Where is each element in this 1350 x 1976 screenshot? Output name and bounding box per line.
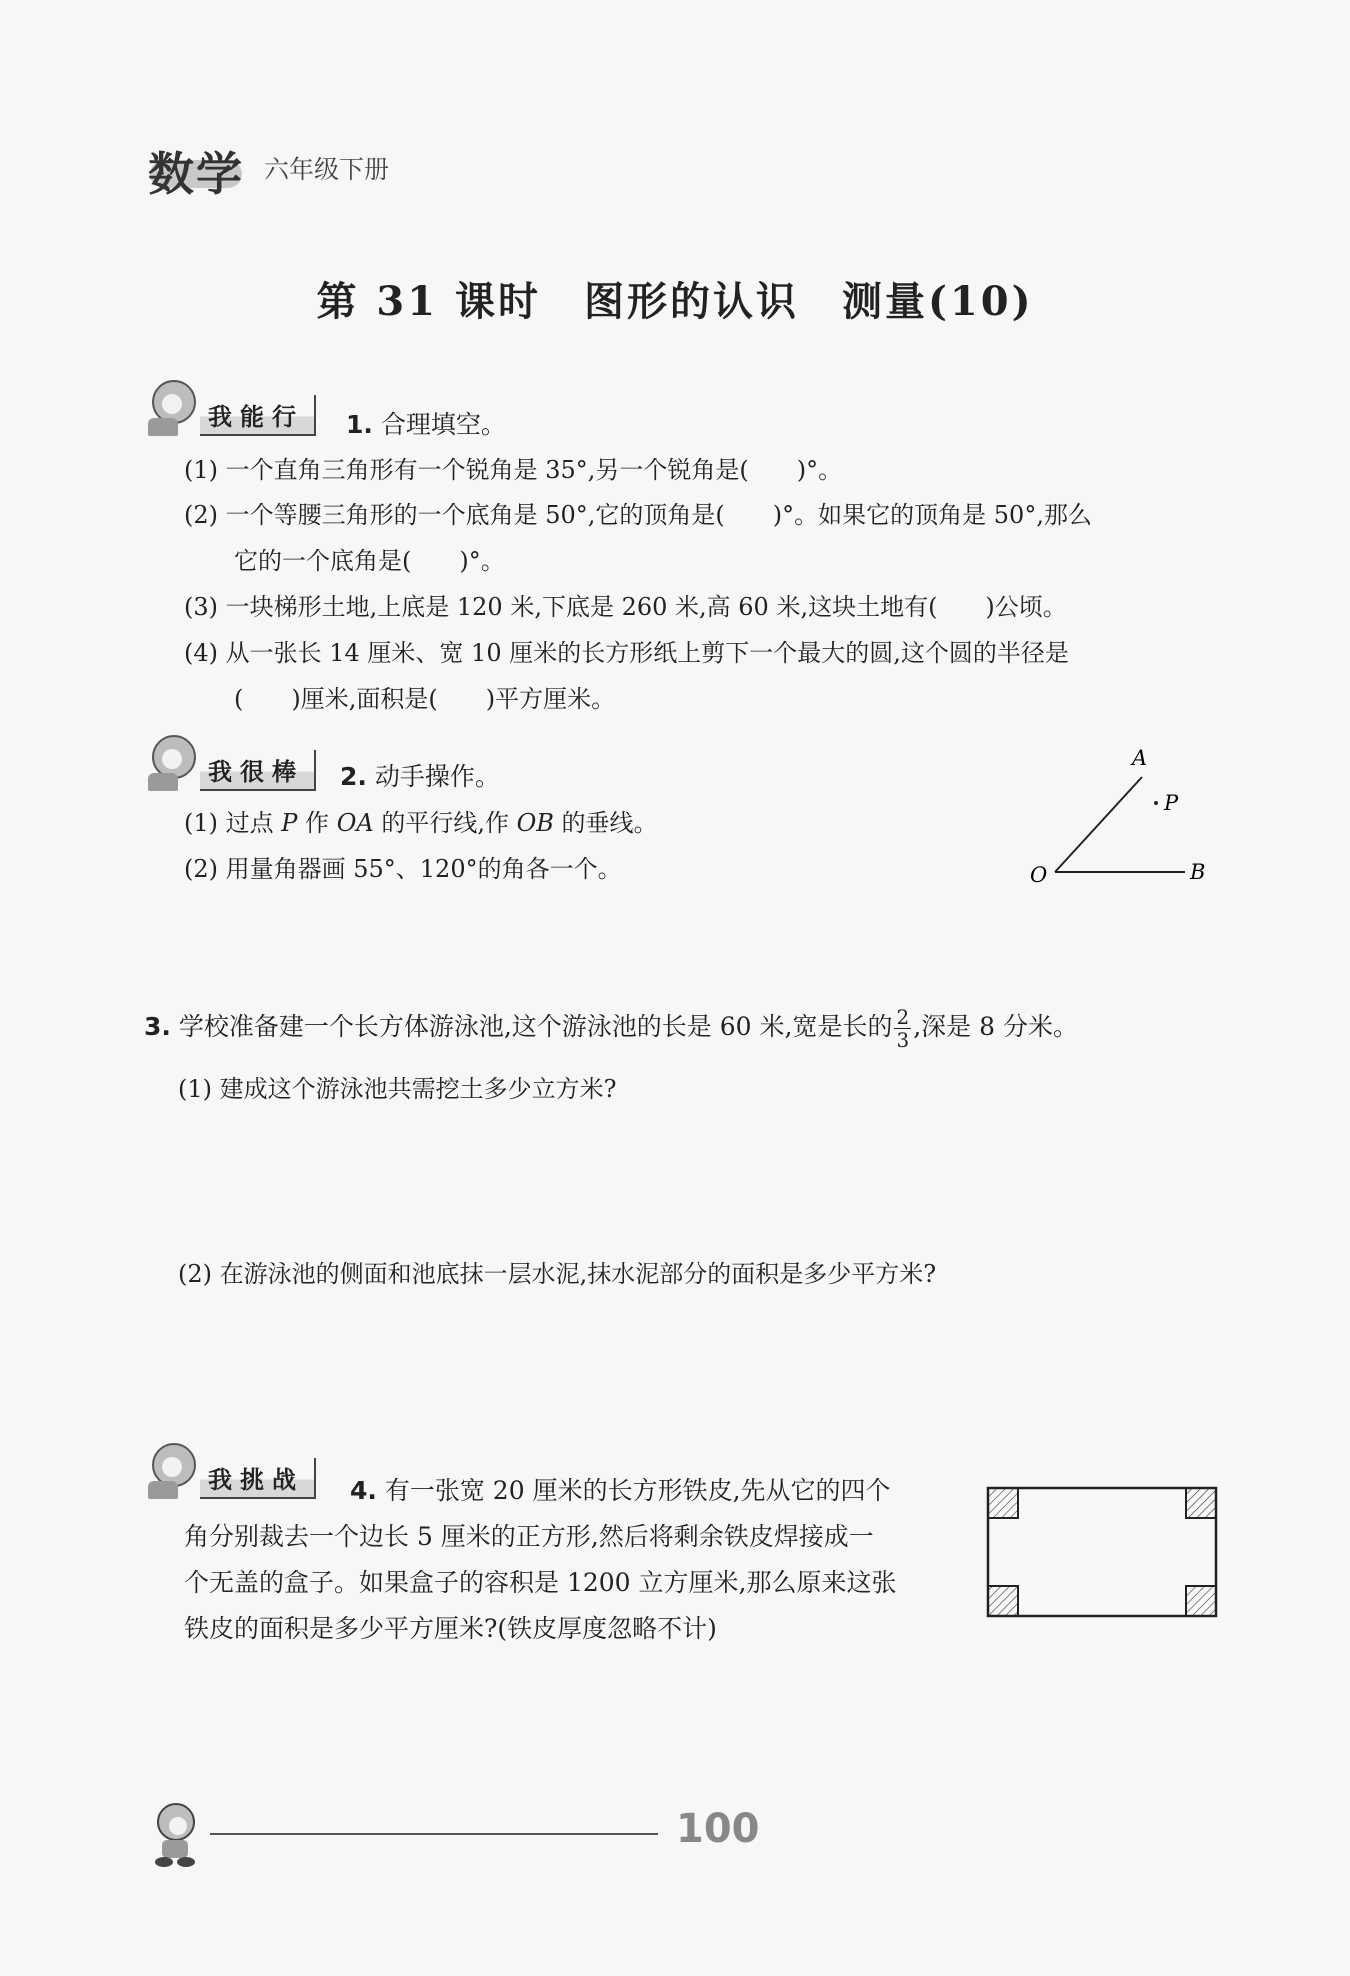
q4-line-3: 个无盖的盒子。如果盒子的容积是 1200 立方厘米,那么原来这张 xyxy=(184,1568,897,1597)
mascot-girl-icon xyxy=(146,380,196,436)
subject-label: 数学 xyxy=(148,147,244,201)
section-label-1: 我能行 xyxy=(200,395,316,436)
q4-line-4: 铁皮的面积是多少平方厘米?(铁皮厚度忽略不计) xyxy=(184,1614,717,1643)
q1-item-4-cont: ( )厘米,面积是( )平方厘米。 xyxy=(234,685,616,713)
q1-stem xyxy=(346,408,506,442)
q3-item-2: (2) 在游泳池的侧面和池底抹一层水泥,抹水泥部分的面积是多少平方米? xyxy=(178,1260,937,1288)
section-badge-1 xyxy=(146,380,316,436)
corner-square-tr xyxy=(1186,1488,1216,1518)
q2-item-1-mid1: 作 xyxy=(297,809,337,837)
q2-item-1-prefix: (1) 过点 xyxy=(184,809,282,837)
mascot-boy-icon xyxy=(146,1443,196,1499)
q2-stem xyxy=(340,760,500,794)
lesson-title: 第 31 课时 图形的认识 测量(10) xyxy=(316,278,1034,325)
q1-stem-text: 合理填空。 xyxy=(380,410,506,439)
q1-item-2-cont: 它的一个底角是( )°。 xyxy=(234,547,505,575)
q3-stem-after: ,深是 8 分米。 xyxy=(913,1012,1078,1041)
point-p-ref: P xyxy=(281,809,298,837)
section-badge-2 xyxy=(146,735,316,791)
q1-item-4: (4) 从一张长 14 厘米、宽 10 厘米的长方形纸上剪下一个最大的圆,这个圆的半径是 xyxy=(184,639,1069,667)
q4-line-2: 角分别裁去一个边长 5 厘米的正方形,然后将剩余铁皮焊接成一 xyxy=(184,1522,874,1551)
label-o: O xyxy=(1030,863,1048,887)
mascot-girl-icon xyxy=(146,735,196,791)
angle-aob-figure xyxy=(1020,745,1220,895)
q2-stem-text: 动手操作。 xyxy=(374,762,500,791)
cut-corners-sheet-figure xyxy=(984,1484,1220,1624)
section-badge-3 xyxy=(146,1443,316,1499)
q2-item-1 xyxy=(184,806,658,840)
q2-number: 2. xyxy=(340,762,367,791)
q2-item-1-mid2: 的平行线,作 xyxy=(373,809,517,837)
ray-oa-ref: OA xyxy=(336,809,374,837)
page-number: 100 xyxy=(676,1806,760,1852)
q1-item-3: (3) 一块梯形土地,上底是 120 米,下底是 260 米,高 60 米,这块土地有( )公顷。 xyxy=(184,593,1067,621)
corner-square-bl xyxy=(988,1586,1018,1616)
grade-label: 六年级下册 xyxy=(264,155,390,184)
q4-number: 4. xyxy=(350,1476,377,1505)
ray-ob-ref: OB xyxy=(516,809,554,837)
footer-rule xyxy=(210,1833,658,1835)
footer-mascot-icon xyxy=(148,1800,206,1868)
corner-square-tl xyxy=(988,1488,1018,1518)
q1-item-1: (1) 一个直角三角形有一个锐角是 35°,另一个锐角是( )°。 xyxy=(184,456,843,484)
corner-square-br xyxy=(1186,1586,1216,1616)
q3-stem xyxy=(144,1006,1078,1051)
fraction-denominator: 3 xyxy=(896,1028,910,1052)
fraction-two-thirds xyxy=(894,1006,911,1051)
point-p-dot xyxy=(1154,801,1158,805)
q1-item-2: (2) 一个等腰三角形的一个底角是 50°,它的顶角是( )°。如果它的顶角是 50°,那么 xyxy=(184,501,1092,529)
label-p: P xyxy=(1164,791,1179,815)
section-label-2: 我很棒 xyxy=(200,750,316,791)
section-label-3: 我挑战 xyxy=(200,1458,316,1499)
q3-number: 3. xyxy=(144,1012,171,1041)
q2-item-2: (2) 用量角器画 55°、120°的角各一个。 xyxy=(184,855,622,883)
label-a: A xyxy=(1132,746,1148,770)
q2-item-1-suffix: 的垂线。 xyxy=(553,809,658,837)
q4-line-1: 有一张宽 20 厘米的长方形铁皮,先从它的四个 xyxy=(384,1476,891,1505)
q1-number: 1. xyxy=(346,410,373,439)
q3-item-1: (1) 建成这个游泳池共需挖土多少立方米? xyxy=(178,1075,617,1103)
q4-stem xyxy=(350,1474,891,1508)
fraction-numerator: 2 xyxy=(896,1005,910,1029)
label-b: B xyxy=(1190,860,1206,884)
q3-stem-before: 学校准备建一个长方体游泳池,这个游泳池的长是 60 米,宽是长的 xyxy=(178,1012,893,1041)
sheet-outline xyxy=(988,1488,1216,1616)
ray-oa xyxy=(1055,777,1142,872)
